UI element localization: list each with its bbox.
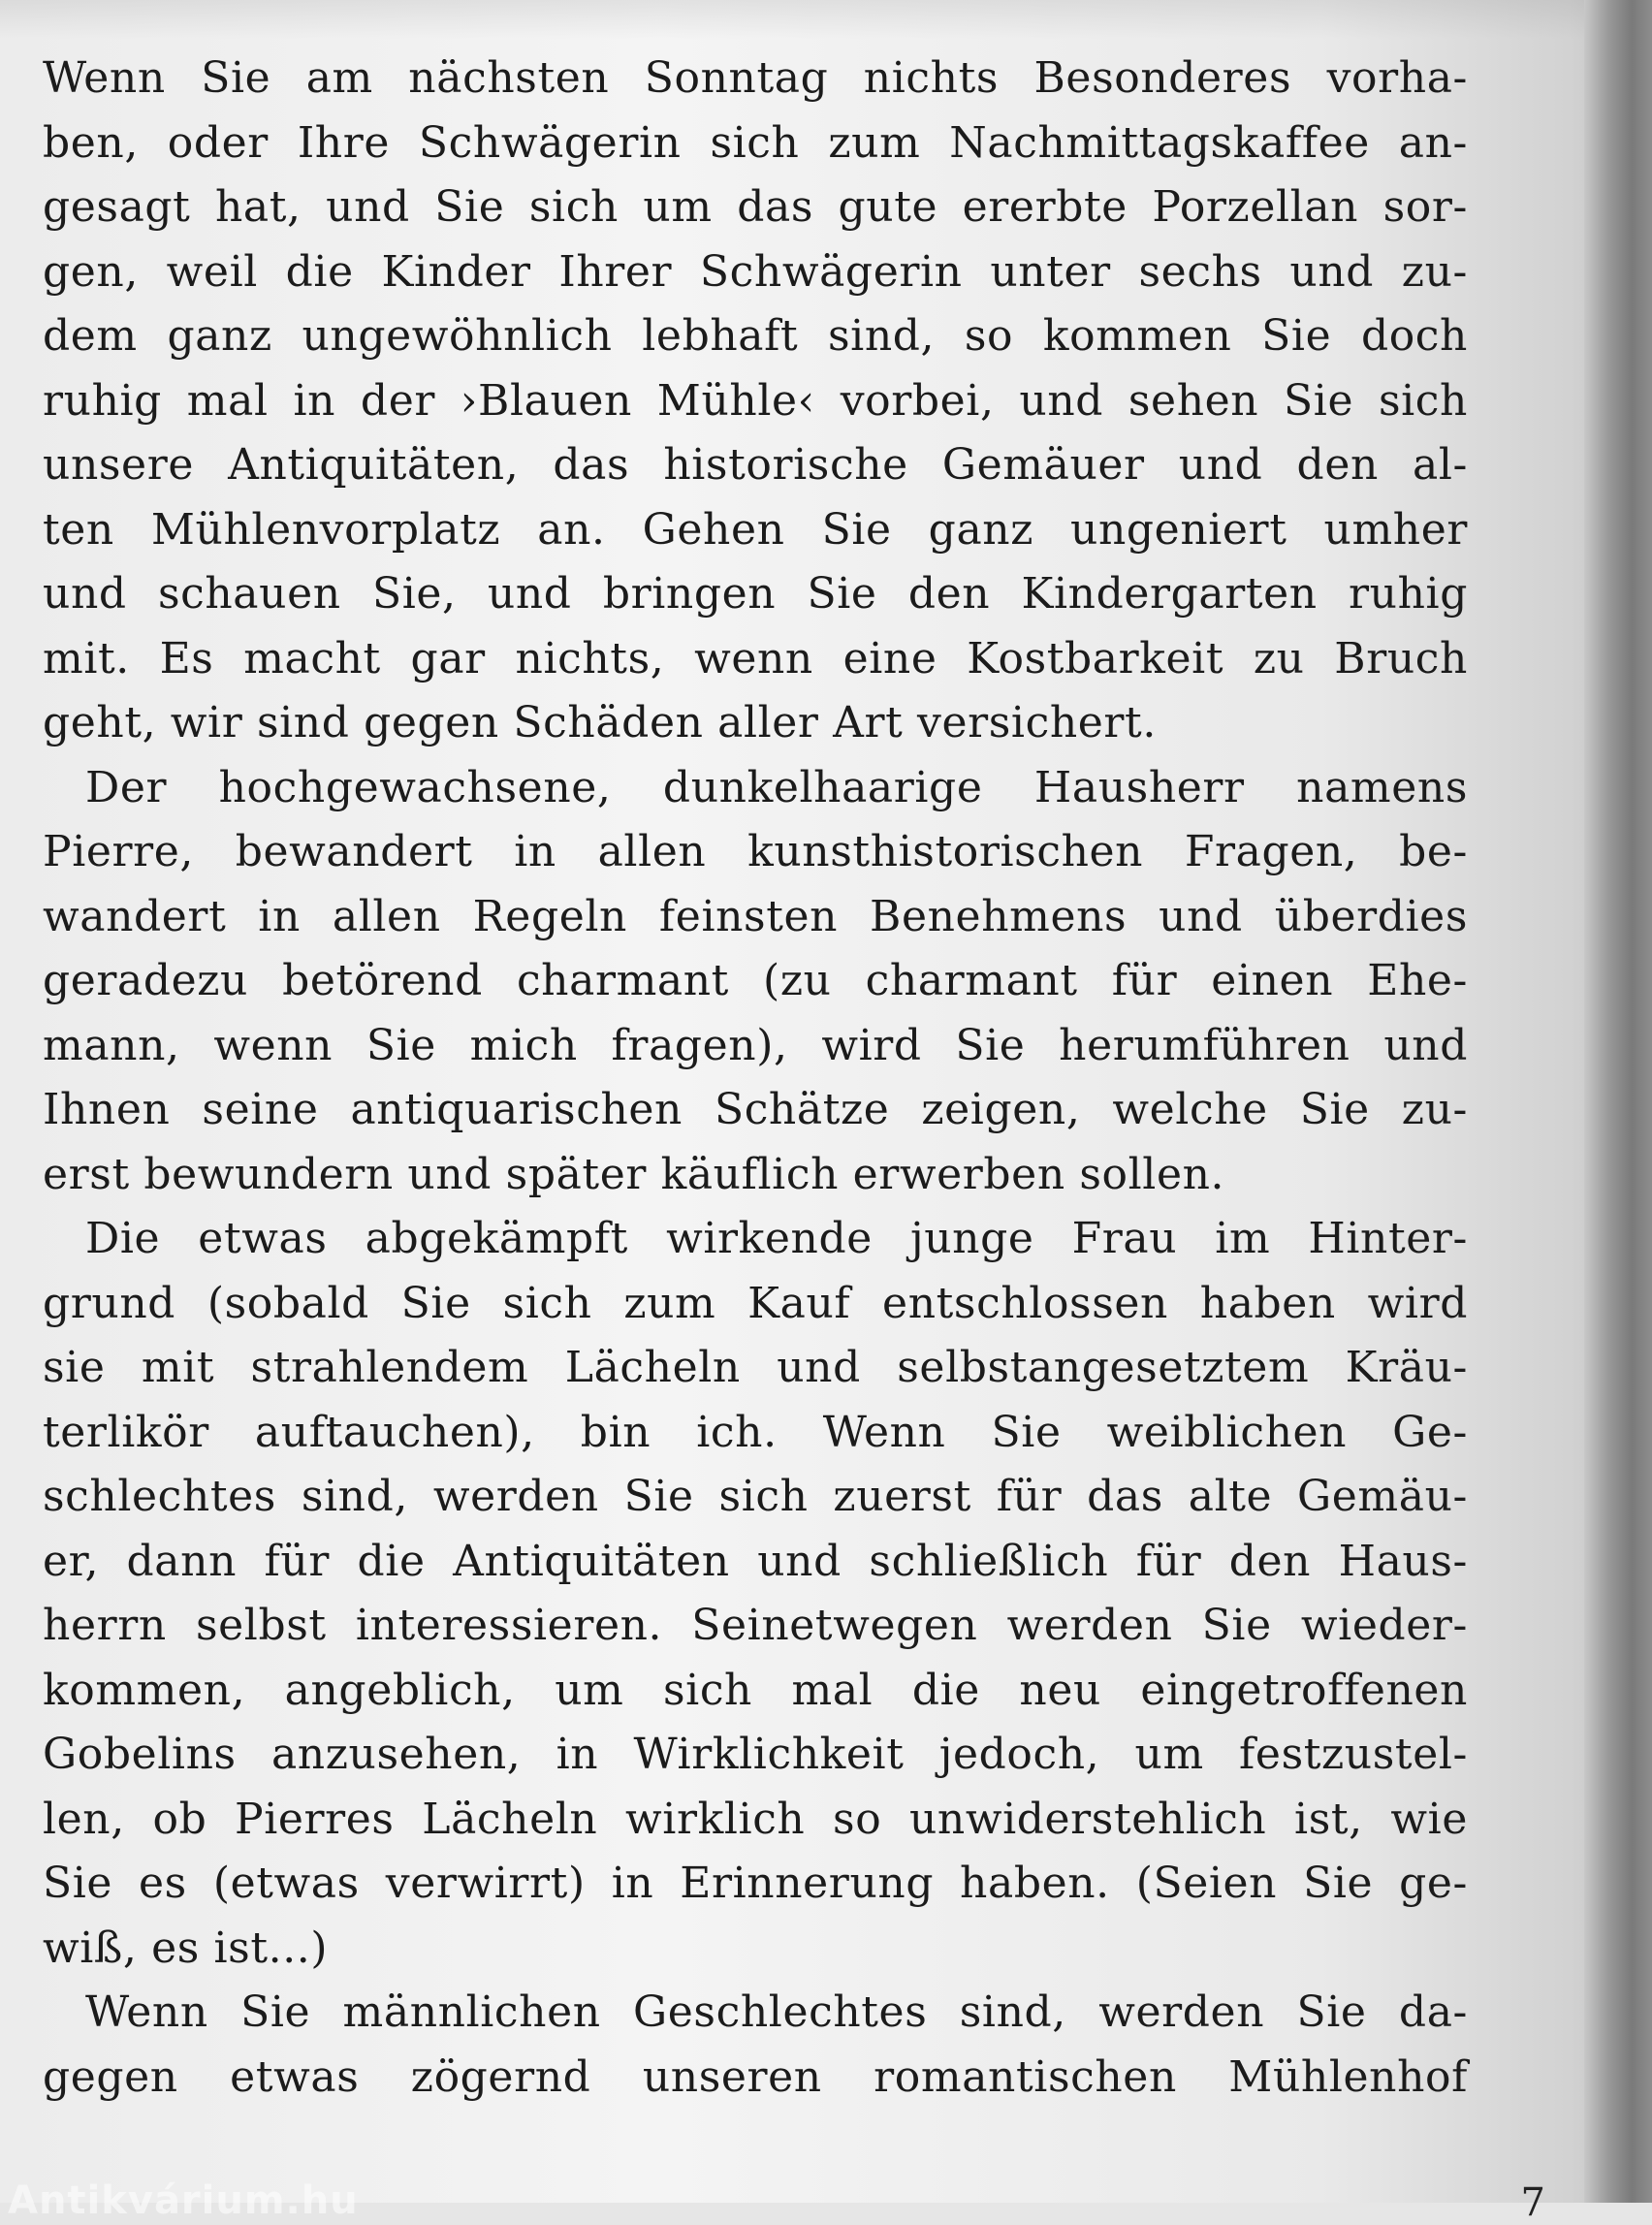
text-line: erst bewundern und später käuflich erwerben sollen. (43, 1149, 1225, 1199)
text-line: und schauen Sie, und bringen Sie den Kindergarten ruhig (43, 569, 1468, 619)
paragraph-3 (43, 1207, 1468, 1981)
book-spine-edge (1584, 0, 1652, 2203)
text-line: dem ganz ungewöhnlich lebhaft sind, so kommen Sie doch (43, 311, 1468, 361)
paragraph-4 (43, 1981, 1468, 2110)
text-line: len, ob Pierres Lächeln wirklich so unwiderstehlich ist, wie (43, 1794, 1468, 1844)
text-line: geradezu betörend charmant (zu charmant für einen Ehe- (43, 956, 1468, 1005)
body-text (43, 47, 1468, 2110)
text-line: grund (sobald Sie sich zum Kauf entschlossen haben wird (43, 1278, 1468, 1328)
text-line: er, dann für die Antiquitäten und schließlich für den Haus- (43, 1536, 1468, 1586)
text-line: sie mit strahlendem Lächeln und selbstangesetztem Kräu- (43, 1343, 1468, 1392)
page-number: 7 (1520, 2180, 1545, 2225)
watermark: Antikvárium.hu (8, 2178, 359, 2223)
text-line: Die etwas abgekämpft wirkende junge Frau im Hinter- (85, 1214, 1468, 1263)
text-line: terlikör auftauchen), bin ich. Wenn Sie weiblichen Ge- (43, 1407, 1468, 1457)
text-line: unsere Antiquitäten, das historische Gemäuer und den al- (43, 440, 1468, 490)
text-line: Wenn Sie am nächsten Sonntag nichts Besonderes vorha- (43, 53, 1468, 103)
text-line: gegen etwas zögernd unseren romantischen Mühlenhof (43, 2051, 1468, 2102)
text-line: Der hochgewachsene, dunkelhaarige Hausherr namens (85, 762, 1468, 812)
text-line: gen, weil die Kinder Ihrer Schwägerin unter sechs und zu- (43, 246, 1468, 297)
text-line: ben, oder Ihre Schwägerin sich zum Nachmittagskaffee an- (43, 117, 1468, 168)
text-line: gesagt hat, und Sie sich um das gute ererbte Porzellan sor- (43, 182, 1468, 232)
text-line: mit. Es macht gar nichts, wenn eine Kostbarkeit zu Bruch (43, 633, 1468, 683)
text-line: schlechtes sind, werden Sie sich zuerst für das alte Gemäu- (43, 1472, 1468, 1521)
text-line: Ihnen seine antiquarischen Schätze zeigen, welche Sie zu- (43, 1085, 1468, 1134)
text-line: wandert in allen Regeln feinsten Benehmens und überdies (43, 891, 1468, 941)
text-line: Gobelins anzusehen, in Wirklichkeit jedoch, um festzustel- (43, 1730, 1468, 1779)
text-line: herrn selbst interessieren. Seinetwegen werden Sie wieder- (43, 1601, 1468, 1650)
text-line: Wenn Sie männlichen Geschlechtes sind, werden Sie da- (85, 1987, 1468, 2037)
top-page-shadow (0, 0, 1590, 39)
text-line: mann, wenn Sie mich fragen), wird Sie herumführen und (43, 1020, 1468, 1070)
text-line: kommen, angeblich, um sich mal die neu eingetroffenen (43, 1665, 1468, 1715)
text-line: Sie es (etwas verwirrt) in Erinnerung haben. (Seien Sie ge- (43, 1859, 1468, 1908)
text-line: wiß, es ist...) (43, 1923, 329, 1973)
text-line: ruhig mal in der ›Blauen Mühle‹ vorbei, und sehen Sie sich (43, 375, 1468, 426)
paragraph-1 (43, 47, 1468, 756)
text-line: geht, wir sind gegen Schäden aller Art versichert. (43, 698, 1157, 747)
text-line: ten Mühlenvorplatz an. Gehen Sie ganz ungeniert umher (43, 504, 1468, 555)
paragraph-2 (43, 756, 1468, 1208)
text-line: Pierre, bewandert in allen kunsthistorischen Fragen, be- (43, 827, 1468, 876)
